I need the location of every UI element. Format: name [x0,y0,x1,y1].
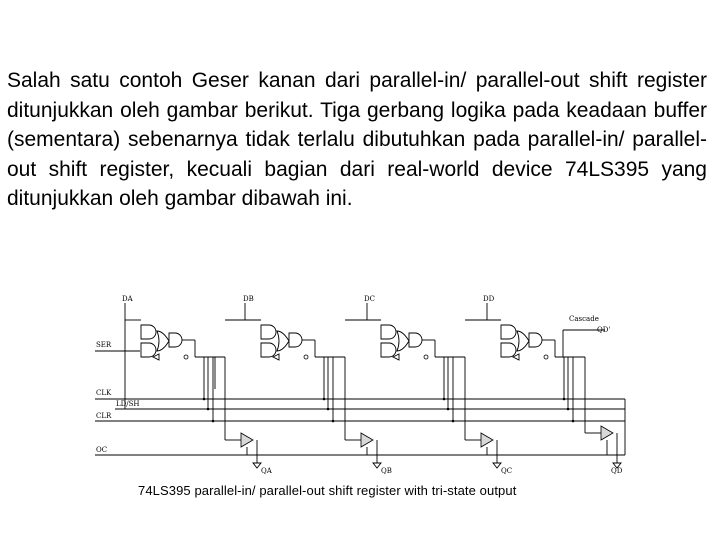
and-gate [381,343,396,357]
tri-state-buffer [361,433,373,447]
and-gate [501,343,516,357]
and-gate [141,343,156,357]
output-qb-label: QB [381,467,392,475]
and-gate [501,325,516,339]
and-gate [261,325,276,339]
and-gate [141,325,156,339]
ser-label: SER [96,341,112,349]
input-dd-label: DD [483,295,495,303]
inverter-bubble [184,355,188,359]
cascade-label: Cascade [569,315,599,323]
shift-register-schematic [85,285,645,485]
input-da-label: DA [122,295,133,303]
oc-label: OC [96,446,108,454]
or-gate [277,331,289,351]
inverter-bubble [424,355,428,359]
and-gate [261,343,276,357]
inverter-bubble [544,355,548,359]
nand-gate [289,333,302,347]
input-db-label: DB [243,295,254,303]
tri-state-buffer [601,426,613,440]
stage-c [345,303,501,468]
diagram-caption: 74LS395 parallel-in/ parallel-out shift register with tri-state output [138,483,517,498]
inverter-bubble [304,355,308,359]
input-dc-label: DC [364,295,375,303]
output-qa-label: QA [261,467,272,475]
nand-gate [529,333,542,347]
cascade-output-label: QD' [597,326,611,334]
tri-state-buffer [481,433,493,447]
or-gate [157,331,169,351]
stage-a [125,303,261,468]
output-qd-label: QD [611,467,623,475]
output-qc-label: QC [501,467,513,475]
description-paragraph: Salah satu contoh Geser kanan dari parallel-in/ parallel-out shift register ditunjukkan oleh gambar berikut. Tiga gerbang logika pada keadaan buffer (sementara) sebenarnya tidak terlalu dibutuhkan pada parallel-in/ parallel-out shift register, kecuali bagian dari real-world device 74LS395 yang ditunjukkan oleh gambar dibawah ini. [7,69,707,210]
and-gate [381,325,396,339]
tri-state-buffer [241,433,253,447]
nand-gate [169,333,182,347]
clr-label: CLR [96,412,112,420]
nand-gate [409,333,422,347]
or-gate [397,331,409,351]
or-gate [517,331,529,351]
ld-sh-label: LD/SH [116,400,140,408]
stage-b [225,303,381,468]
clk-label: CLK [96,389,112,397]
